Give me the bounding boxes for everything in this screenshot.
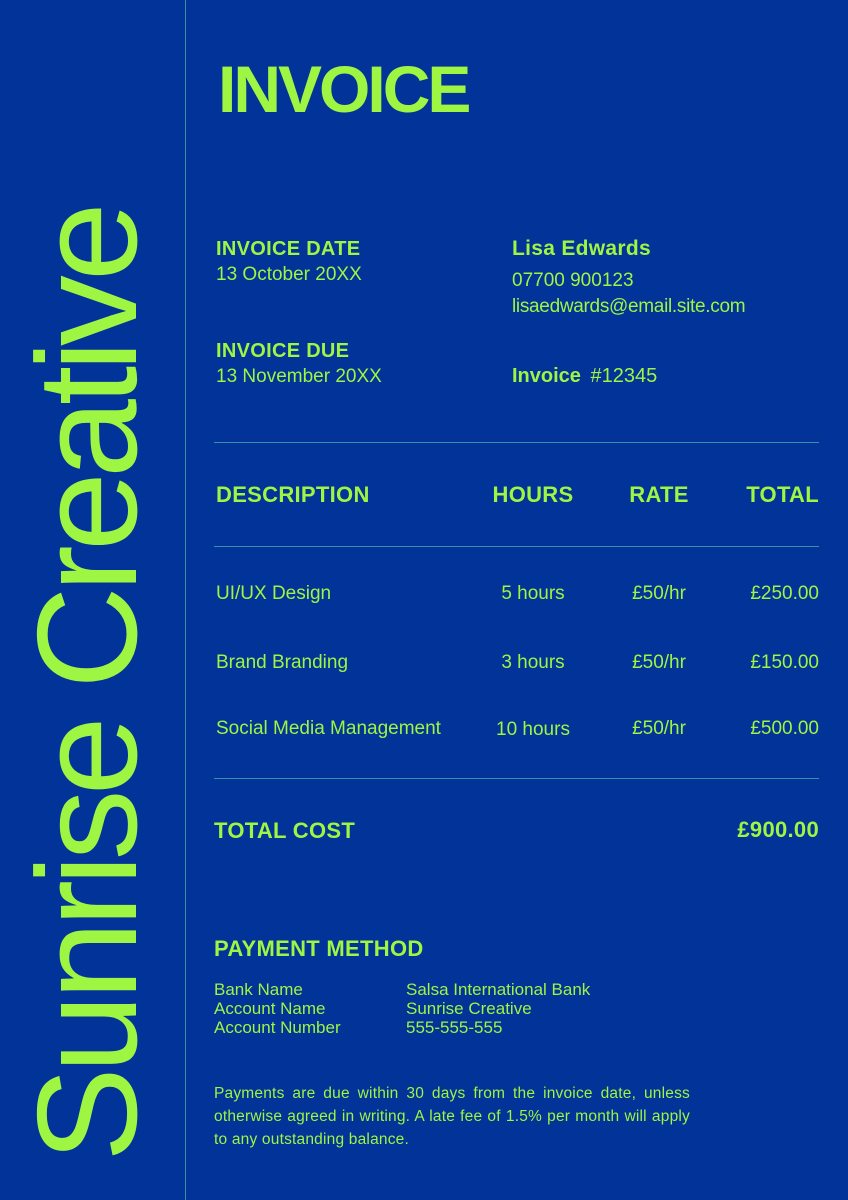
invoice-number: #12345 (590, 365, 658, 387)
invoice-number-label: Invoice (512, 365, 581, 387)
divider-bottom (214, 778, 819, 779)
header-description: DESCRIPTION (216, 482, 370, 507)
invoice-date-value: 13 October 20XX (216, 264, 362, 285)
row-1-description: UI/UX Design (216, 583, 332, 604)
row-1-rate: £50/hr (632, 583, 686, 604)
row-2-rate: £50/hr (632, 652, 686, 673)
header-rate: RATE (629, 482, 689, 507)
invoice-number-line (512, 365, 657, 388)
header-total: TOTAL (746, 482, 819, 507)
account-number-value: 555-555-555 (406, 1018, 503, 1037)
client-name: Lisa Edwards (512, 237, 651, 260)
client-email: lisaedwards@email.site.com (512, 296, 746, 317)
row-1-total: £250.00 (750, 583, 819, 604)
invoice-date-label: INVOICE DATE (216, 238, 361, 260)
row-2-description: Brand Branding (216, 652, 349, 673)
bank-name-label: Bank Name (214, 980, 303, 999)
account-name-value: Sunrise Creative (406, 999, 532, 1018)
payment-heading: PAYMENT METHOD (214, 936, 424, 961)
invoice-due-label: INVOICE DUE (216, 340, 350, 362)
account-number-label: Account Number (214, 1018, 341, 1037)
divider-header (214, 546, 819, 547)
row-1-hours: 5 hours (501, 583, 565, 604)
row-3-description: Social Media Management (216, 718, 441, 739)
row-3-hours: 10 hours (496, 719, 570, 740)
payment-terms-note: Payments are due within 30 days from the invoice date, unless otherwise agreed in writing. A late fee of 1.5% per month will apply to any outstanding balance. (214, 1085, 690, 1148)
invoice-due-value: 13 November 20XX (216, 366, 382, 387)
header-hours: HOURS (492, 482, 574, 507)
row-3-rate: £50/hr (632, 718, 686, 739)
page-title: INVOICE (218, 52, 469, 126)
account-name-label: Account Name (214, 999, 326, 1018)
row-2-hours: 3 hours (501, 652, 565, 673)
divider-top (214, 442, 819, 443)
bank-name-value: Salsa International Bank (406, 980, 591, 999)
client-phone: 07700 900123 (512, 270, 634, 291)
total-cost-label: TOTAL COST (214, 818, 356, 843)
vertical-divider (185, 0, 186, 1200)
row-3-total: £500.00 (750, 718, 819, 739)
total-cost-value: £900.00 (737, 817, 819, 842)
brand-name: Sunrise Creative (8, 208, 167, 1162)
row-2-total: £150.00 (750, 652, 819, 673)
